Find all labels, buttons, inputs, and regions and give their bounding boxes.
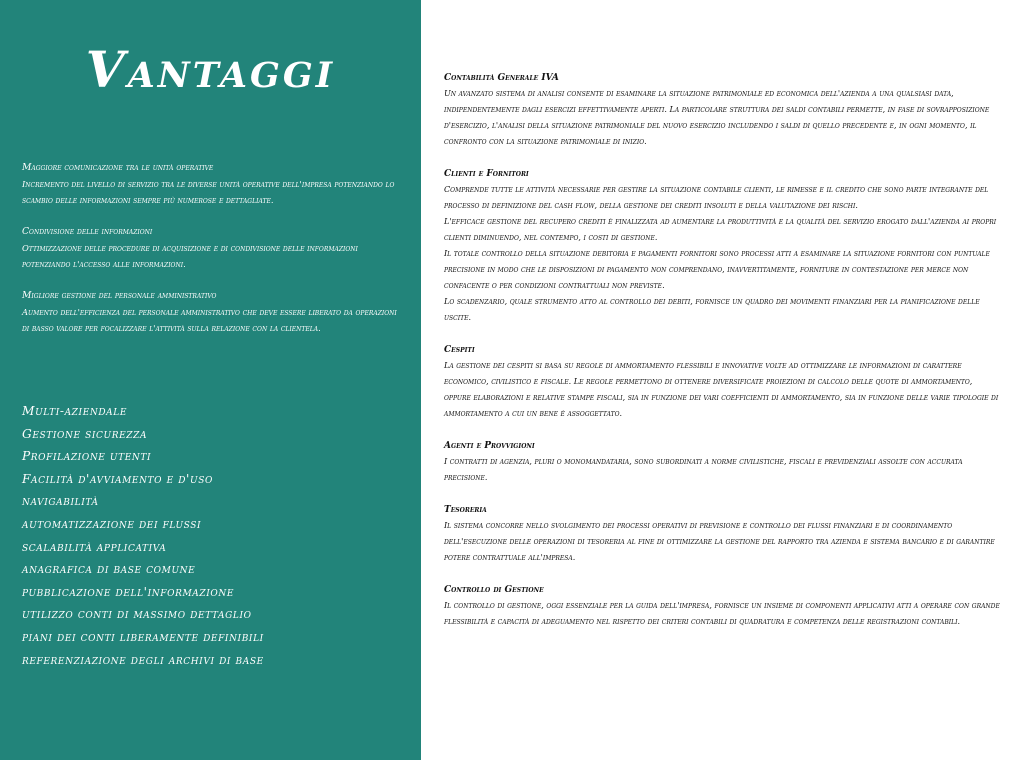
feature-item: navigabilità bbox=[22, 494, 99, 509]
feature-item: referenziazione degli archivi di base bbox=[22, 652, 264, 667]
section-title: Agenti e Provvigioni bbox=[444, 441, 535, 451]
benefit-title: Migliore gestione del personale amministrativo bbox=[22, 290, 217, 301]
section-paragraph: Lo scadenzario, quale strumento atto al controllo dei debiti, fornisce un quadro dei movimenti finanziari per la pianificazione delle uscite. bbox=[444, 297, 980, 322]
left-panel bbox=[0, 0, 421, 760]
benefit-title: Maggiore comunicazione tra le unità operative bbox=[22, 162, 214, 173]
feature-item: Gestione sicurezza bbox=[22, 426, 148, 441]
feature-item: automatizzazione dei flussi bbox=[22, 516, 202, 531]
benefit-item bbox=[22, 288, 402, 336]
section-title: Clienti e Fornitori bbox=[444, 169, 529, 179]
benefit-text: Incremento del livello di servizio tra le diverse unità operative dell'impresa potenziando lo scambio delle informazioni sempre più numerose e dettagliate. bbox=[22, 179, 395, 205]
benefit-item bbox=[22, 224, 402, 272]
section-agenti-provvigioni bbox=[444, 438, 1000, 486]
section-cespiti bbox=[444, 342, 1000, 422]
feature-item: piani dei conti liberamente definibili bbox=[22, 629, 264, 644]
benefit-text: Aumento dell'efficienza del personale amministrativo che deve essere liberato da operazioni di basso valore per focalizzare l'attività sulla relazione con la clientela. bbox=[22, 307, 397, 333]
section-paragraph: Un avanzato sistema di analisi consente di esaminare la situazione patrimoniale ed economica dell'azienda a una qualsiasi data, indipendentemente dagli esercizi effettivamente aperti. La particolare struttura dei saldi contabili permette, in fase di sovrapposizione d'esercizio, l'analisi della situazione patrimoniale del nuovo esercizio includendo i saldi di quello precedente e, in ogni momento, il confronto con la situazione patrimoniale di inizio. bbox=[444, 89, 990, 146]
feature-item: Multi-aziendale bbox=[22, 404, 127, 418]
section-controllo-gestione bbox=[444, 582, 1000, 630]
section-title: Controllo di Gestione bbox=[444, 585, 544, 595]
section-contabilita bbox=[444, 70, 1000, 150]
benefits-list bbox=[22, 160, 402, 352]
section-paragraph: I contratti di agenzia, pluri o monomandataria, sono subordinati a norme civilistiche, fiscali e previdenziali assolte con accurata precisione. bbox=[444, 457, 963, 482]
feature-item: Profilazione utenti bbox=[22, 449, 152, 464]
benefit-text: Ottimizzazione delle procedure di acquisizione e di condivisione delle informazioni potenziando l'accesso alle informazioni. bbox=[22, 243, 358, 269]
feature-item: pubblicazione dell'informazione bbox=[22, 584, 234, 599]
section-paragraph: Comprende tutte le attività necessarie per gestire la situazione contabile clienti, le rimesse e il credito che sono parte integrante del processo di definizione del cash flow, della gestione dei crediti insoluti e della valutazione dei rischi. bbox=[444, 185, 989, 210]
section-paragraph: Il sistema concorre nello svolgimento dei processi operativi di previsione e controllo dei flussi finanziari e di coordinamento dell'esecuzione delle operazioni di tesoreria al fine di ottimizzare la gestione del rapporto tra azienda e sistema bancario e di garantire potere contrattuale all'impresa. bbox=[444, 521, 995, 562]
section-paragraph: Il controllo di gestione, oggi essenziale per la guida dell'impresa, fornisce un insieme di componenti applicativi atti a operare con grande flessibilità e capacità di adeguamento nel rispetto dei criteri contabili di quadratura e competenza delle registrazioni contabili. bbox=[444, 601, 1000, 626]
feature-item: scalabilità applicativa bbox=[22, 539, 167, 554]
benefit-title: Condivisione delle informazioni bbox=[22, 226, 153, 237]
features-list bbox=[22, 400, 412, 671]
benefit-item bbox=[22, 160, 402, 208]
feature-item: anagrafica di base comune bbox=[22, 562, 196, 577]
section-title: Tesoreria bbox=[444, 505, 487, 515]
section-paragraph: L'efficace gestione del recupero crediti è finalizzata ad aumentare la produttività e la qualità del servizio erogato dall'azienda ai propri clienti diminuendo, nel contempo, i costi di gestione. bbox=[444, 217, 997, 242]
page-title: Vantaggi bbox=[85, 40, 336, 99]
section-clienti-fornitori bbox=[444, 166, 1000, 326]
section-title: Contabilità Generale IVA bbox=[444, 73, 559, 83]
modules-column bbox=[444, 70, 1000, 646]
section-title: Cespiti bbox=[444, 345, 475, 355]
section-paragraph: Il totale controllo della situazione debitoria e pagamenti fornitori sono processi atti a esaminare la situazione fornitori con puntuale precisione in modo che le disposizioni di pagamento non comprendano, inavvertitamente, forniture in contestazione per merce non confacente o per condizioni contrattuali non previste. bbox=[444, 249, 990, 290]
section-tesoreria bbox=[444, 502, 1000, 566]
feature-item: utilizzo conti di massimo dettaglio bbox=[22, 607, 252, 622]
section-paragraph: La gestione dei cespiti si basa su regole di ammortamento flessibili e innovative volte ad ottimizzare le informazioni di carattere economico, civilistico e fiscale. Le regole permettono di ottenere diversificate proiezioni di calcolo delle quote di ammortamento, oppure elaborazioni e relative stampe fiscali, sia in funzione dei vari coefficienti di ammortamento, sia in funzione delle varie tipologie di ammortamento a cui un bene è assoggettato. bbox=[444, 361, 999, 418]
feature-item: Facilità d'avviamento e d'uso bbox=[22, 471, 213, 486]
